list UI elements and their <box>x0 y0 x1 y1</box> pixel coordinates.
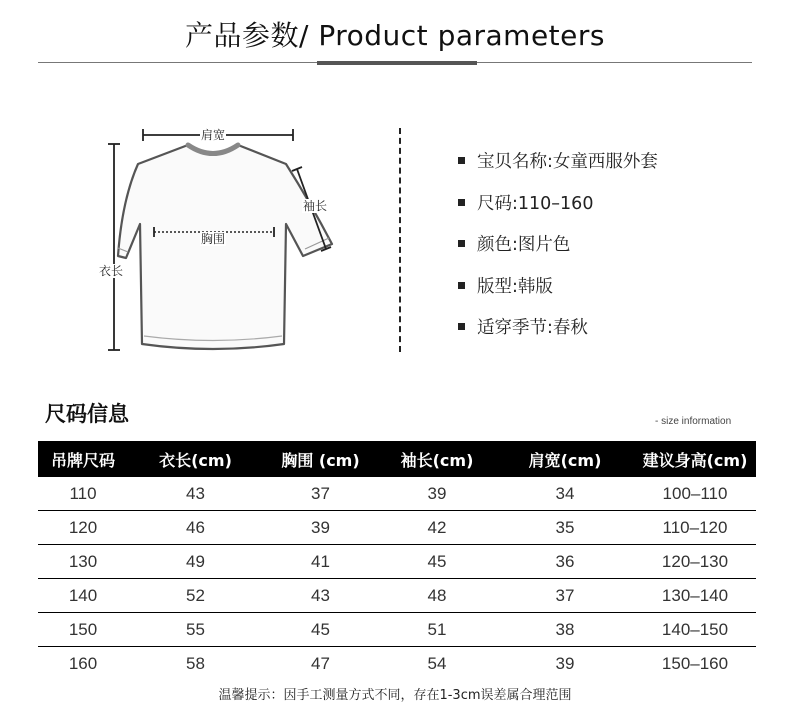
table-cell: 140 <box>38 579 128 613</box>
param-item <box>458 265 658 307</box>
table-cell: 130–140 <box>634 579 756 613</box>
table-cell: 45 <box>378 545 496 579</box>
chest-label: 胸围 <box>201 232 226 246</box>
header-tag-size: 吊牌尺码 <box>38 441 128 477</box>
table-row <box>38 511 756 545</box>
table-cell: 110 <box>38 477 128 511</box>
table-cell: 35 <box>496 511 634 545</box>
table-row <box>38 545 756 579</box>
param-season: 适穿季节:春秋 <box>477 318 588 339</box>
param-fit: 版型:韩版 <box>477 276 553 297</box>
sleeve-length-label: 袖长 <box>303 199 328 213</box>
measurement-note: 温馨提示：因手工测量方式不同，存在1-3cm误差属合理范围 <box>218 688 572 703</box>
table-cell: 39 <box>378 477 496 511</box>
table-cell: 55 <box>128 613 263 647</box>
table-cell: 130 <box>38 545 128 579</box>
table-cell: 39 <box>263 511 378 545</box>
size-info-title: 尺码信息 <box>45 402 129 426</box>
table-row <box>38 613 756 647</box>
table-header-row <box>38 441 756 477</box>
header-height: 建议身高(cm) <box>634 441 756 477</box>
garment-diagram <box>88 112 348 362</box>
size-table <box>38 441 756 680</box>
table-cell: 46 <box>128 511 263 545</box>
table-cell: 52 <box>128 579 263 613</box>
size-info-subtitle: - size information <box>655 416 732 427</box>
table-cell: 43 <box>263 579 378 613</box>
param-item <box>458 306 658 348</box>
table-cell: 41 <box>263 545 378 579</box>
header-length: 衣长(cm) <box>128 441 263 477</box>
table-cell: 48 <box>378 579 496 613</box>
table-row <box>38 579 756 613</box>
table-row <box>38 477 756 511</box>
param-item <box>458 182 658 224</box>
table-cell: 34 <box>496 477 634 511</box>
header-shoulder: 肩宽(cm) <box>496 441 634 477</box>
product-params-list <box>458 140 658 348</box>
table-cell: 39 <box>555 653 575 673</box>
bullet-icon <box>458 323 465 330</box>
shoulder-width-label: 肩宽 <box>201 128 226 142</box>
table-cell: 51 <box>378 613 496 647</box>
table-cell: 150 <box>38 613 128 647</box>
bullet-icon <box>458 240 465 247</box>
table-cell: 150–160 <box>661 653 729 673</box>
length-label: 衣长 <box>99 264 124 278</box>
param-size: 尺码:110–160 <box>477 193 594 214</box>
table-cell: 47 <box>311 653 330 673</box>
table-cell: 37 <box>496 579 634 613</box>
table-cell: 100–110 <box>634 477 756 511</box>
table-cell: 120–130 <box>634 545 756 579</box>
table-cell: 58 <box>186 653 205 673</box>
table-cell: 37 <box>263 477 378 511</box>
table-cell: 45 <box>263 613 378 647</box>
table-cell: 110–120 <box>634 511 756 545</box>
table-cell: 54 <box>427 653 447 673</box>
table-cell: 49 <box>128 545 263 579</box>
bullet-icon <box>458 282 465 289</box>
param-name: 宝贝名称:女童西服外套 <box>477 152 658 173</box>
table-cell: 43 <box>128 477 263 511</box>
header-sleeve: 袖长(cm) <box>378 441 496 477</box>
param-item <box>458 223 658 265</box>
param-color: 颜色:图片色 <box>477 235 571 256</box>
table-cell: 160 <box>68 653 98 673</box>
dashed-divider <box>399 128 401 352</box>
header-chest: 胸围 (cm) <box>263 441 378 477</box>
table-cell: 120 <box>38 511 128 545</box>
table-cell: 42 <box>378 511 496 545</box>
table-cell: 140–150 <box>634 613 756 647</box>
table-cell: 38 <box>496 613 634 647</box>
title-divider-accent <box>317 61 477 65</box>
param-item <box>458 140 658 182</box>
table-row <box>38 647 756 681</box>
bullet-icon <box>458 157 465 164</box>
page-title: 产品参数/ Product parameters <box>185 19 605 52</box>
bullet-icon <box>458 199 465 206</box>
table-cell: 36 <box>496 545 634 579</box>
